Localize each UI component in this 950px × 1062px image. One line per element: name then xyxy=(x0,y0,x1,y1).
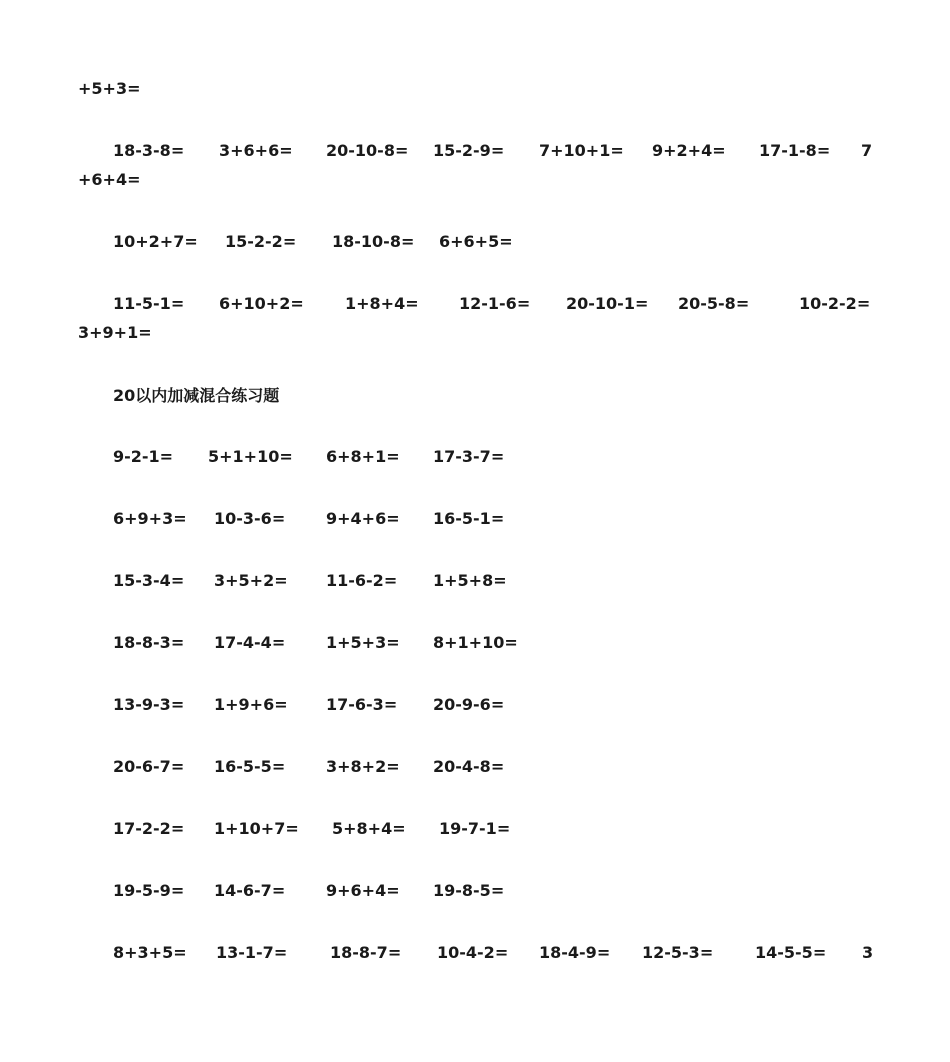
problem: 8+1+10= xyxy=(433,633,518,652)
problem: 12-5-3= xyxy=(642,943,714,962)
problem: 10-2-2= xyxy=(799,294,871,313)
problem: 20-10-8= xyxy=(326,141,409,160)
problem: 7+10+1= xyxy=(539,141,624,160)
problem: 15-2-2= xyxy=(225,232,297,251)
problem: 15-2-9= xyxy=(433,141,505,160)
problem: 19-5-9= xyxy=(113,881,185,900)
problem: 10+2+7= xyxy=(113,232,198,251)
problem: 6+6+5= xyxy=(439,232,513,251)
problem: 1+5+8= xyxy=(433,571,507,590)
problem: 16-5-5= xyxy=(214,757,286,776)
prelude-problem: +5+3= xyxy=(78,79,141,98)
problem-continuation: +6+4= xyxy=(78,170,141,189)
problem: 3+5+2= xyxy=(214,571,288,590)
problem: 1+9+6= xyxy=(214,695,288,714)
problem: 3+6+6= xyxy=(219,141,293,160)
problem: 3 xyxy=(862,943,874,962)
problem: 17-3-7= xyxy=(433,447,505,466)
problem: 9+4+6= xyxy=(326,509,400,528)
problem: 20-6-7= xyxy=(113,757,185,776)
problem: 13-1-7= xyxy=(216,943,288,962)
problem: 15-3-4= xyxy=(113,571,185,590)
problem: 20-10-1= xyxy=(566,294,649,313)
problem: 18-4-9= xyxy=(539,943,611,962)
problem: 11-5-1= xyxy=(113,294,185,313)
problem: 6+8+1= xyxy=(326,447,400,466)
problem: 6+10+2= xyxy=(219,294,304,313)
problem: 14-5-5= xyxy=(755,943,827,962)
problem: 17-1-8= xyxy=(759,141,831,160)
problem: 10-4-2= xyxy=(437,943,509,962)
problem: 5+8+4= xyxy=(332,819,406,838)
problem: 19-8-5= xyxy=(433,881,505,900)
problem: 14-6-7= xyxy=(214,881,286,900)
problem: 7 xyxy=(861,141,873,160)
problem: 16-5-1= xyxy=(433,509,505,528)
problem: 17-6-3= xyxy=(326,695,398,714)
problem: 18-10-8= xyxy=(332,232,415,251)
problem: 20-9-6= xyxy=(433,695,505,714)
problem: 17-2-2= xyxy=(113,819,185,838)
problem: 11-6-2= xyxy=(326,571,398,590)
problem: 8+3+5= xyxy=(113,943,187,962)
problem: 9+2+4= xyxy=(652,141,726,160)
problem: 18-8-3= xyxy=(113,633,185,652)
problem-continuation: 3+9+1= xyxy=(78,323,152,342)
problem: 6+9+3= xyxy=(113,509,187,528)
problem: 10-3-6= xyxy=(214,509,286,528)
problem: 12-1-6= xyxy=(459,294,531,313)
problem: 20-5-8= xyxy=(678,294,750,313)
problem: 3+8+2= xyxy=(326,757,400,776)
problem: 1+5+3= xyxy=(326,633,400,652)
problem: 1+8+4= xyxy=(345,294,419,313)
problem: 20-4-8= xyxy=(433,757,505,776)
problem: 18-8-7= xyxy=(330,943,402,962)
problem: 5+1+10= xyxy=(208,447,293,466)
section-title: 20以内加减混合练习题 xyxy=(113,386,280,405)
problem: 9-2-1= xyxy=(113,447,174,466)
problem: 17-4-4= xyxy=(214,633,286,652)
problem: 19-7-1= xyxy=(439,819,511,838)
problem: 1+10+7= xyxy=(214,819,299,838)
problem: 13-9-3= xyxy=(113,695,185,714)
problem: 18-3-8= xyxy=(113,141,185,160)
problem: 9+6+4= xyxy=(326,881,400,900)
